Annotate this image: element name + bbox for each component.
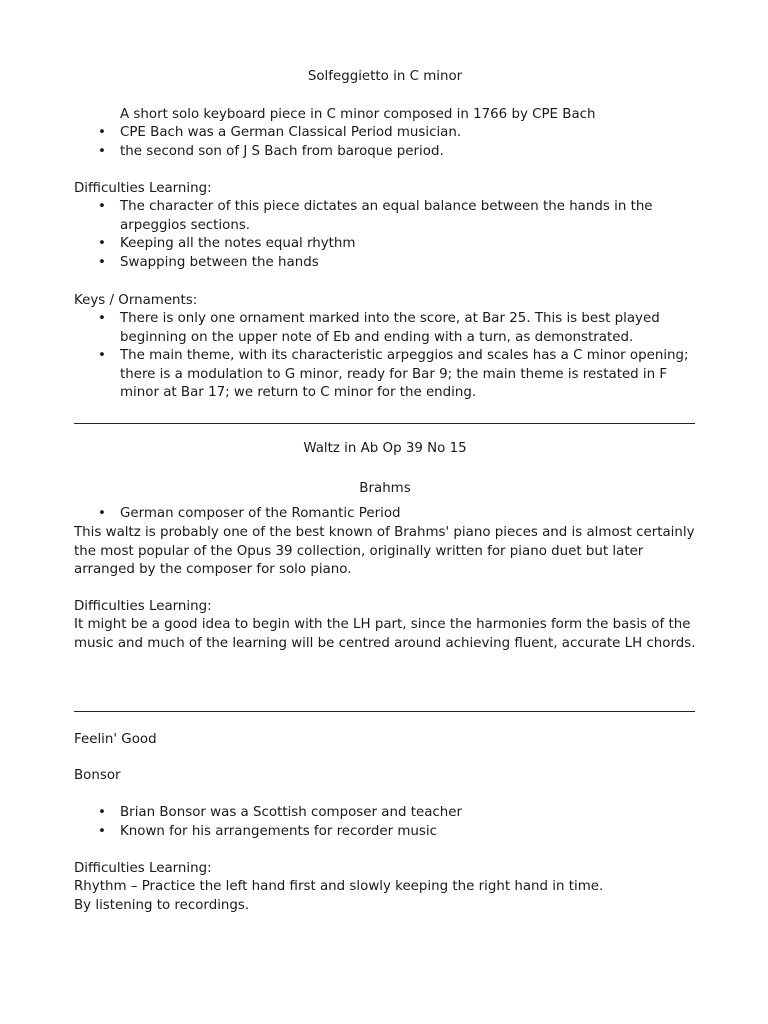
solfeggietto-difficulties-heading: Difficulties Learning: (74, 181, 212, 196)
waltz-composer: Brahms (359, 481, 411, 496)
waltz-difficulties-text: It might be a good idea to begin with the LH part, since the harmonies form the basis of the music and much of the learning will be centred around achieving fluent, accurate LH chords. (74, 617, 696, 651)
list-item: • There is only one ornament marked into the score, at Bar 25. This is best played beginning on the upper note of Eb and ending with a turn, as demonstrated. (98, 311, 660, 345)
bullet-icon: • (98, 311, 106, 326)
list-item: • the second son of J S Bach from baroque period. (74, 143, 696, 162)
list-item: • German composer of the Romantic Period (74, 505, 696, 524)
bullet-icon: • (98, 254, 106, 270)
feelin-good-composer: Bonsor (74, 768, 121, 783)
list-item: • CPE Bach was a German Classical Period musician. (74, 124, 696, 143)
list-item: • Swapping between the hands (74, 254, 696, 273)
bullet-icon: • (98, 348, 106, 363)
waltz-bullet-list (74, 505, 696, 524)
bullet-icon: • (98, 143, 106, 159)
waltz-paragraph: This waltz is probably one of the best known of Brahms' piano pieces and is almost certainly the most popular of the Opus 39 collection, originally written for piano duet but later arranged by the composer for solo piano. (74, 525, 695, 577)
bullet-icon: • (98, 199, 106, 214)
section-title-waltz: Waltz in Ab Op 39 No 15 (303, 441, 467, 456)
feelin-good-difficulties-line: Rhythm – Practice the left hand first and slowly keeping the right hand in time. (74, 879, 604, 894)
list-item: • The character of this piece dictates an equal balance between the hands in the arpeggios sections. (98, 199, 653, 233)
bullet-icon: • (98, 506, 106, 521)
section-title-solfeggietto: Solfeggietto in C minor (307, 69, 463, 84)
list-item: • Keeping all the notes equal rhythm (74, 235, 696, 254)
waltz-difficulties-heading: Difficulties Learning: (74, 599, 212, 614)
section-divider (74, 423, 695, 424)
bullet-icon: • (98, 236, 106, 251)
section-title-feelin-good: Feelin' Good (74, 732, 157, 747)
solfeggietto-intro: A short solo keyboard piece in C minor composed in 1766 by CPE Bach (120, 107, 596, 122)
list-item: • Brian Bonsor was a Scottish composer and teacher (74, 804, 696, 823)
bullet-icon: • (98, 823, 106, 839)
solfeggietto-bullet-list (74, 124, 696, 161)
bullet-icon: • (98, 125, 106, 140)
solfeggietto-difficulties-list (74, 198, 696, 272)
solfeggietto-keys-heading: Keys / Ornaments: (74, 293, 198, 308)
bullet-icon: • (98, 805, 106, 820)
solfeggietto-keys-list (74, 310, 696, 403)
list-item: • Known for his arrangements for recorder music (74, 823, 696, 842)
feelin-good-difficulties-heading: Difficulties Learning: (74, 861, 212, 876)
feelin-good-bullet-list (74, 804, 696, 841)
section-divider (74, 711, 695, 712)
list-item: • The main theme, with its characteristic arpeggios and scales has a C minor opening; there is a modulation to G minor, ready for Bar 9; the main theme is restated in F minor at Bar 17; we return to C minor for the ending. (98, 348, 689, 400)
feelin-good-difficulties-line: By listening to recordings. (74, 898, 250, 913)
